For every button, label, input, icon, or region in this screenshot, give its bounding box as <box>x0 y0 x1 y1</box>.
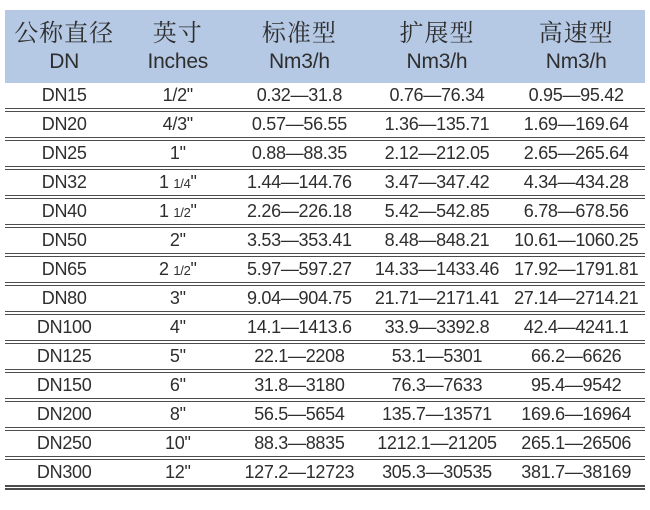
inch-fraction: 1/2 <box>173 263 191 278</box>
highspeed-flow-cell: 17.92—1791.81 <box>507 255 645 284</box>
inches-cell: 2" <box>123 226 232 255</box>
standard-flow-cell: 22.1—2208 <box>232 342 366 371</box>
column-header <box>507 10 645 83</box>
standard-flow-cell: 3.53—353.41 <box>232 226 366 255</box>
standard-flow-cell: 14.1—1413.6 <box>232 313 366 342</box>
column-header-en-label: Nm3/h <box>268 49 330 73</box>
highspeed-flow-cell: 10.61—1060.25 <box>507 226 645 255</box>
table-row <box>5 226 645 255</box>
standard-flow-cell: 88.3—8835 <box>232 429 366 458</box>
table-row <box>5 400 645 429</box>
table-row <box>5 197 645 226</box>
inches-cell: 1/2" <box>123 83 232 110</box>
standard-flow-cell: 56.5—5654 <box>232 400 366 429</box>
standard-flow-cell: 0.32—31.8 <box>232 83 366 110</box>
column-header <box>232 10 366 83</box>
dn-cell: DN25 <box>5 139 123 168</box>
highspeed-flow-cell: 27.14—2714.21 <box>507 284 645 313</box>
highspeed-flow-cell: 169.6—16964 <box>507 400 645 429</box>
column-header-en-label: DN <box>49 49 80 73</box>
extended-flow-cell: 8.48—848.21 <box>367 226 508 255</box>
flow-range-spec-table <box>5 10 645 490</box>
table-row <box>5 255 645 284</box>
table-row <box>5 342 645 371</box>
inches-cell: 1" <box>123 139 232 168</box>
inch-fraction: 1/4 <box>173 176 191 191</box>
inches-cell: 5" <box>123 342 232 371</box>
dn-cell: DN40 <box>5 197 123 226</box>
table-row <box>5 313 645 342</box>
table-row <box>5 371 645 400</box>
standard-flow-cell: 0.57—56.55 <box>232 110 366 139</box>
highspeed-flow-cell: 6.78—678.56 <box>507 197 645 226</box>
column-header <box>123 10 232 83</box>
standard-flow-cell: 0.88—88.35 <box>232 139 366 168</box>
table-row <box>5 139 645 168</box>
highspeed-flow-cell: 66.2—6626 <box>507 342 645 371</box>
table-row <box>5 429 645 458</box>
highspeed-flow-cell: 95.4—9542 <box>507 371 645 400</box>
dn-cell: DN150 <box>5 371 123 400</box>
extended-flow-cell: 305.3—30535 <box>367 458 508 488</box>
extended-flow-cell: 1.36—135.71 <box>367 110 508 139</box>
highspeed-flow-cell: 265.1—26506 <box>507 429 645 458</box>
highspeed-flow-cell: 4.34—434.28 <box>507 168 645 197</box>
inches-cell: 1 1/4" <box>123 168 232 197</box>
extended-flow-cell: 2.12—212.05 <box>367 139 508 168</box>
inches-cell: 4/3" <box>123 110 232 139</box>
extended-flow-cell: 0.76—76.34 <box>367 83 508 110</box>
extended-flow-cell: 135.7—13571 <box>367 400 508 429</box>
table-body <box>5 83 645 488</box>
highspeed-flow-cell: 381.7—38169 <box>507 458 645 488</box>
column-header <box>5 10 123 83</box>
inches-cell: 2 1/2" <box>123 255 232 284</box>
standard-flow-cell: 9.04—904.75 <box>232 284 366 313</box>
dn-cell: DN300 <box>5 458 123 488</box>
dn-cell: DN65 <box>5 255 123 284</box>
extended-flow-cell: 1212.1—21205 <box>367 429 508 458</box>
standard-flow-cell: 1.44—144.76 <box>232 168 366 197</box>
table-row <box>5 110 645 139</box>
extended-flow-cell: 21.71—2171.41 <box>367 284 508 313</box>
table-header-row <box>5 10 645 83</box>
inches-cell: 12" <box>123 458 232 488</box>
column-header-en-label: Nm3/h <box>406 49 468 73</box>
extended-flow-cell: 14.33—1433.46 <box>367 255 508 284</box>
column-header-cn-label: 标准型 <box>261 19 337 47</box>
dn-cell: DN50 <box>5 226 123 255</box>
column-header-cn-label: 高速型 <box>538 19 614 47</box>
dn-cell: DN15 <box>5 83 123 110</box>
inches-cell: 3" <box>123 284 232 313</box>
highspeed-flow-cell: 2.65—265.64 <box>507 139 645 168</box>
column-header-cn-label: 公称直径 <box>14 19 115 47</box>
dn-cell: DN32 <box>5 168 123 197</box>
extended-flow-cell: 33.9—3392.8 <box>367 313 508 342</box>
standard-flow-cell: 5.97—597.27 <box>232 255 366 284</box>
column-header-cn-label: 英寸 <box>152 19 203 47</box>
table-row <box>5 168 645 197</box>
standard-flow-cell: 31.8—3180 <box>232 371 366 400</box>
highspeed-flow-cell: 1.69—169.64 <box>507 110 645 139</box>
extended-flow-cell: 76.3—7633 <box>367 371 508 400</box>
standard-flow-cell: 127.2—12723 <box>232 458 366 488</box>
dn-cell: DN80 <box>5 284 123 313</box>
dn-cell: DN250 <box>5 429 123 458</box>
table-row <box>5 83 645 110</box>
column-header-en-label: Nm3/h <box>545 49 607 73</box>
column-header-cn-label: 扩展型 <box>399 19 475 47</box>
standard-flow-cell: 2.26—226.18 <box>232 197 366 226</box>
dn-cell: DN125 <box>5 342 123 371</box>
inches-cell: 6" <box>123 371 232 400</box>
inch-fraction: 1/2 <box>173 205 191 220</box>
table-row <box>5 284 645 313</box>
dn-cell: DN100 <box>5 313 123 342</box>
table-row <box>5 458 645 488</box>
inches-cell: 10" <box>123 429 232 458</box>
extended-flow-cell: 5.42—542.85 <box>367 197 508 226</box>
extended-flow-cell: 3.47—347.42 <box>367 168 508 197</box>
dn-cell: DN200 <box>5 400 123 429</box>
column-header <box>367 10 508 83</box>
column-header-en-label: Inches <box>147 49 209 73</box>
extended-flow-cell: 53.1—5301 <box>367 342 508 371</box>
inches-cell: 4" <box>123 313 232 342</box>
inches-cell: 8" <box>123 400 232 429</box>
dn-cell: DN20 <box>5 110 123 139</box>
highspeed-flow-cell: 42.4—4241.1 <box>507 313 645 342</box>
inches-cell: 1 1/2" <box>123 197 232 226</box>
highspeed-flow-cell: 0.95—95.42 <box>507 83 645 110</box>
